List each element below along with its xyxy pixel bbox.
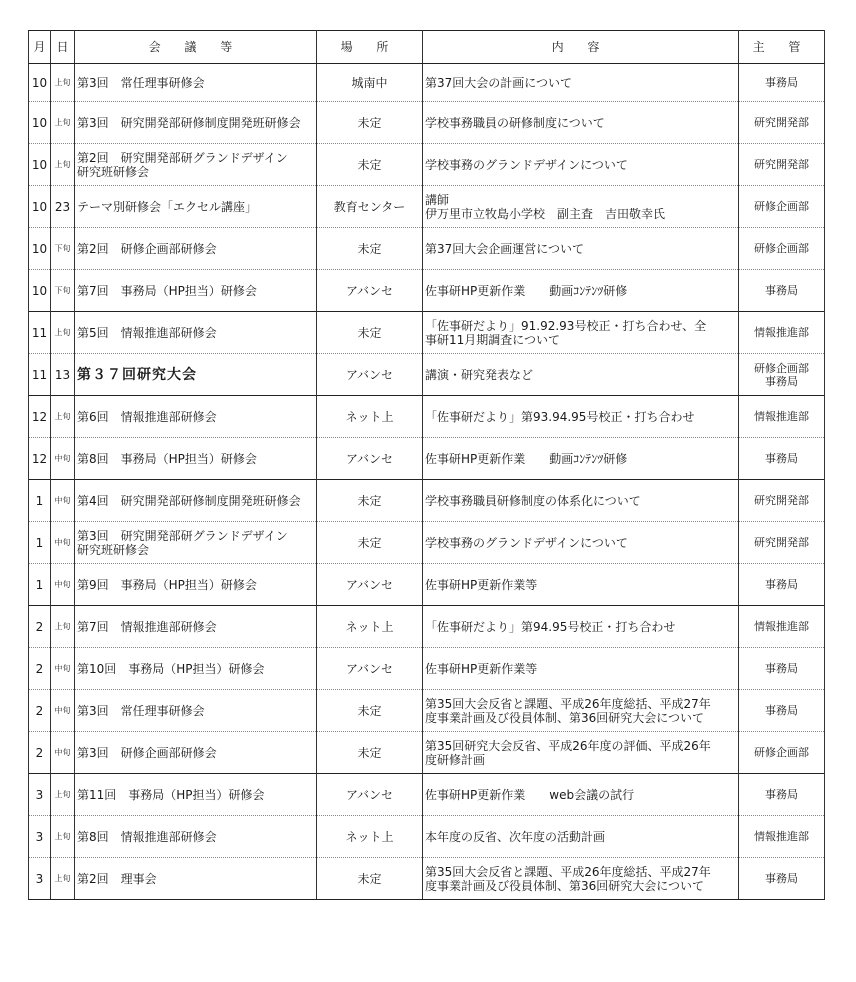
content-cell: 第35回大会反省と課題、平成26年度総括、平成27年 度事業計画及び役員体制、第36回研究大会について [423,858,739,900]
day-cell: 上旬 [51,774,75,816]
content-cell: 第37回大会企画運営について [423,228,739,270]
meeting-cell: 第7回 情報推進部研修会 [75,606,317,648]
day-cell: 上旬 [51,312,75,354]
meeting-cell: 第9回 事務局（HP担当）研修会 [75,564,317,606]
header-organizer: 主 管 [739,31,825,64]
meeting-cell: 第8回 情報推進部研修会 [75,816,317,858]
table-row [29,270,825,312]
content-cell: 第37回大会の計画について [423,64,739,102]
table-row [29,816,825,858]
place-cell: 未定 [317,312,423,354]
table-row [29,774,825,816]
header-place: 場 所 [317,31,423,64]
organizer-cell: 研修企画部 事務局 [739,354,825,396]
place-cell: アバンセ [317,270,423,312]
organizer-cell: 研修企画部 [739,186,825,228]
content-cell: 学校事務職員の研修制度について [423,102,739,144]
table-row [29,354,825,396]
place-cell: 未定 [317,690,423,732]
place-cell: 未定 [317,522,423,564]
organizer-cell: 事務局 [739,858,825,900]
day-cell: 13 [51,354,75,396]
organizer-cell: 研究開発部 [739,144,825,186]
organizer-cell: 事務局 [739,774,825,816]
meeting-cell: テーマ別研修会「エクセル講座」 [75,186,317,228]
table-row [29,732,825,774]
organizer-cell: 研究開発部 [739,522,825,564]
meeting-cell: 第2回 理事会 [75,858,317,900]
table-row [29,438,825,480]
content-cell: 第35回大会反省と課題、平成26年度総括、平成27年 度事業計画及び役員体制、第36回研究大会について [423,690,739,732]
content-cell: 講師 伊万里市立牧島小学校 副主査 吉田敬幸氏 [423,186,739,228]
organizer-cell: 研究開発部 [739,480,825,522]
month-cell: 12 [29,396,51,438]
month-cell: 3 [29,816,51,858]
header-content: 内 容 [423,31,739,64]
month-cell: 1 [29,480,51,522]
organizer-cell: 情報推進部 [739,606,825,648]
content-cell: 第35回研究大会反省、平成26年度の評価、平成26年 度研修計画 [423,732,739,774]
content-cell: 「佐事研だより」91.92.93号校正・打ち合わせ、全 事研11月期調査について [423,312,739,354]
organizer-cell: 事務局 [739,270,825,312]
content-cell: 本年度の反省、次年度の活動計画 [423,816,739,858]
month-cell: 3 [29,774,51,816]
meeting-cell: 第7回 事務局（HP担当）研修会 [75,270,317,312]
meeting-cell: 第３７回研究大会 [75,354,317,396]
place-cell: 未定 [317,480,423,522]
table-row [29,606,825,648]
day-cell: 中旬 [51,522,75,564]
place-cell: ネット上 [317,396,423,438]
table-row [29,312,825,354]
place-cell: 未定 [317,102,423,144]
meeting-cell: 第2回 研修企画部研修会 [75,228,317,270]
place-cell: アバンセ [317,564,423,606]
table-row [29,186,825,228]
meeting-cell: 第11回 事務局（HP担当）研修会 [75,774,317,816]
place-cell: 教育センター [317,186,423,228]
content-cell: 学校事務職員研修制度の体系化について [423,480,739,522]
content-cell: 佐事研HP更新作業 動画ｺﾝﾃﾝﾂ研修 [423,270,739,312]
month-cell: 2 [29,690,51,732]
month-cell: 2 [29,606,51,648]
place-cell: 未定 [317,732,423,774]
meeting-cell: 第3回 研究開発部研修制度開発班研修会 [75,102,317,144]
month-cell: 3 [29,858,51,900]
place-cell: アバンセ [317,774,423,816]
table-row [29,396,825,438]
content-cell: 学校事務のグランドデザインについて [423,144,739,186]
day-cell: 上旬 [51,144,75,186]
table-row [29,690,825,732]
table-row [29,522,825,564]
content-cell: 講演・研究発表など [423,354,739,396]
month-cell: 10 [29,186,51,228]
table-row [29,858,825,900]
content-cell: 「佐事研だより」第93.94.95号校正・打ち合わせ [423,396,739,438]
meeting-cell: 第3回 研究開発部研グランドデザイン 研究班研修会 [75,522,317,564]
content-cell: 佐事研HP更新作業等 [423,648,739,690]
meeting-cell: 第8回 事務局（HP担当）研修会 [75,438,317,480]
meeting-cell: 第4回 研究開発部研修制度開発班研修会 [75,480,317,522]
month-cell: 1 [29,564,51,606]
table-row [29,102,825,144]
day-cell: 下旬 [51,270,75,312]
place-cell: 未定 [317,144,423,186]
content-cell: 学校事務のグランドデザインについて [423,522,739,564]
header-meeting: 会 議 等 [75,31,317,64]
day-cell: 23 [51,186,75,228]
organizer-cell: 情報推進部 [739,312,825,354]
table-row [29,564,825,606]
table-row [29,480,825,522]
place-cell: アバンセ [317,438,423,480]
day-cell: 中旬 [51,648,75,690]
content-cell: 佐事研HP更新作業 web会議の試行 [423,774,739,816]
table-row [29,228,825,270]
month-cell: 10 [29,270,51,312]
day-cell: 上旬 [51,102,75,144]
content-cell: 佐事研HP更新作業等 [423,564,739,606]
month-cell: 10 [29,228,51,270]
place-cell: 城南中 [317,64,423,102]
organizer-cell: 事務局 [739,64,825,102]
schedule-table [28,30,825,900]
organizer-cell: 研修企画部 [739,732,825,774]
organizer-cell: 情報推進部 [739,816,825,858]
month-cell: 2 [29,732,51,774]
meeting-cell: 第2回 研究開発部研グランドデザイン 研究班研修会 [75,144,317,186]
content-cell: 佐事研HP更新作業 動画ｺﾝﾃﾝﾂ研修 [423,438,739,480]
meeting-cell: 第3回 研修企画部研修会 [75,732,317,774]
month-cell: 10 [29,144,51,186]
day-cell: 上旬 [51,858,75,900]
day-cell: 中旬 [51,564,75,606]
header-day: 日 [51,31,75,64]
day-cell: 上旬 [51,816,75,858]
place-cell: ネット上 [317,606,423,648]
day-cell: 下旬 [51,228,75,270]
content-cell: 「佐事研だより」第94.95号校正・打ち合わせ [423,606,739,648]
place-cell: 未定 [317,858,423,900]
month-cell: 10 [29,64,51,102]
meeting-cell: 第3回 常任理事研修会 [75,64,317,102]
organizer-cell: 事務局 [739,690,825,732]
header-month: 月 [29,31,51,64]
meeting-cell: 第3回 常任理事研修会 [75,690,317,732]
month-cell: 10 [29,102,51,144]
day-cell: 中旬 [51,732,75,774]
place-cell: アバンセ [317,354,423,396]
day-cell: 中旬 [51,438,75,480]
organizer-cell: 研究開発部 [739,102,825,144]
header-row [29,31,825,64]
organizer-cell: 情報推進部 [739,396,825,438]
month-cell: 2 [29,648,51,690]
day-cell: 上旬 [51,396,75,438]
place-cell: アバンセ [317,648,423,690]
table-row [29,144,825,186]
meeting-cell: 第6回 情報推進部研修会 [75,396,317,438]
month-cell: 11 [29,312,51,354]
meeting-cell: 第10回 事務局（HP担当）研修会 [75,648,317,690]
meeting-cell: 第5回 情報推進部研修会 [75,312,317,354]
schedule-body [29,64,825,900]
table-row [29,648,825,690]
day-cell: 上旬 [51,606,75,648]
organizer-cell: 事務局 [739,438,825,480]
month-cell: 11 [29,354,51,396]
day-cell: 上旬 [51,64,75,102]
table-row [29,64,825,102]
organizer-cell: 研修企画部 [739,228,825,270]
day-cell: 中旬 [51,480,75,522]
place-cell: 未定 [317,228,423,270]
organizer-cell: 事務局 [739,648,825,690]
day-cell: 中旬 [51,690,75,732]
month-cell: 12 [29,438,51,480]
organizer-cell: 事務局 [739,564,825,606]
month-cell: 1 [29,522,51,564]
place-cell: ネット上 [317,816,423,858]
